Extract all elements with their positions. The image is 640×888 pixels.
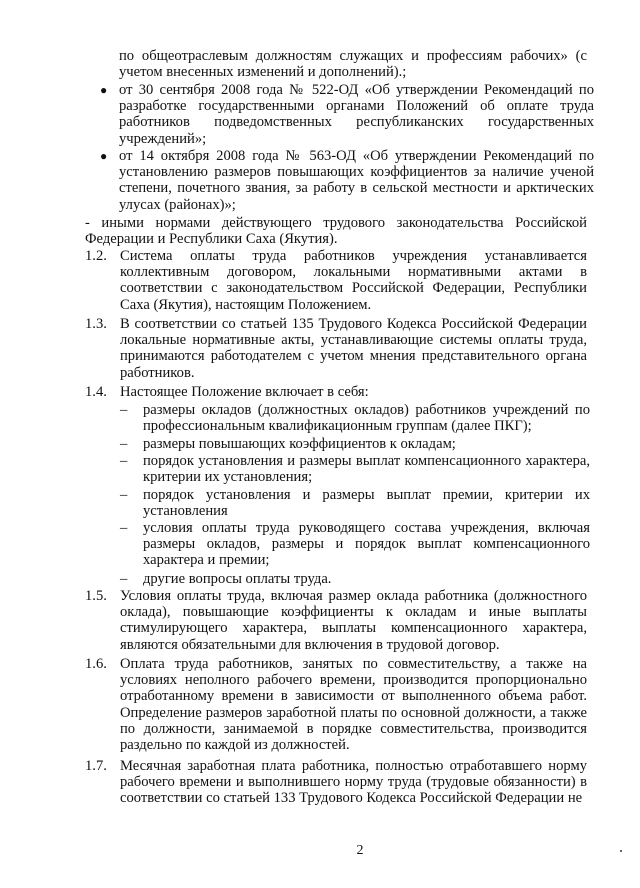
section-text: Система оплаты труда работников учреждения устанавливается коллективным договором, локальными нормативными актами в соответствии с законодательством Российской Федерации, Республики Саха (Якутия), настоящим Положением. (120, 248, 587, 313)
section-text: Оплата труда работников, занятых по совместительству, а также на условиях неполного рабочего времени, производится пропорционально отработанному времени в зависимости от выполненного объема работ. Определение размеров заработной платы по основной должности, а также по должности, занимаемой в порядке совместительства, производится раздельно по каждой из должностей. (120, 656, 587, 754)
section-text: Условия оплаты труда, включая размер оклада работника (должностного оклада), повышающие коэффициенты к окладам и иные выплаты стимулирующего характера, выплаты компенсационного характера, являются обязательными для включения в трудовой договор. (120, 588, 587, 653)
section-number: 1.5. (85, 588, 107, 604)
bullet-icon: ● (100, 83, 108, 97)
section-text: В соответствии со статьей 135 Трудового Кодекса Российской Федерации локальные нормативные акты, устанавливающие системы оплаты труда, принимаются работодателем с учетом мнения представительного органа работников. (120, 316, 587, 381)
dash-marker: – (120, 571, 128, 587)
scan-speck (620, 850, 622, 852)
dash-marker: – (120, 487, 128, 503)
bullet-item (100, 148, 600, 214)
section-text: Месячная заработная плата работника, полностью отработавшего норму рабочего времени и выполнившего норму труда (трудовые обязанности) в соответствии со статьей 133 Трудового Кодекса Российской Федерации не (120, 758, 587, 807)
dash-marker: – (120, 453, 128, 469)
section-number: 1.4. (85, 384, 107, 400)
includes-text: условия оплаты труда руководящего состава учреждения, включая размеры окладов, размеры и порядок выплат компенсационного характера и премии; (143, 520, 590, 569)
dash-marker: – (120, 402, 128, 418)
section-number: 1.2. (85, 248, 107, 264)
section-number: 1.7. (85, 758, 107, 774)
includes-text: порядок установления и размеры выплат премии, критерии их установления (143, 487, 590, 520)
other-norms-paragraph: - иными нормами действующего трудового законодательства Российской Федерации и Республики Саха (Якутия). (85, 215, 587, 248)
intro-continuation: по общеотраслевым должностям служащих и профессиям рабочих» (с учетом внесенных изменений и дополнений).; (119, 48, 587, 81)
bullet-text: от 14 октября 2008 года № 563-ОД «Об утверждении Рекомендаций по установлению размеров повышающих коэффициентов за наличие ученой степени, почетного звания, за работу в сельской местности и арктических улусах (районах)»; (119, 148, 594, 213)
section-number: 1.6. (85, 656, 107, 672)
includes-text: размеры окладов (должностных окладов) работников учреждений по профессиональным квалификационным группам (далее ПКГ); (143, 402, 590, 435)
includes-text: размеры повышающих коэффициентов к окладам; (143, 436, 456, 452)
section-number: 1.3. (85, 316, 107, 332)
page-number: 2 (356, 843, 364, 858)
bullet-text: от 30 сентября 2008 года № 522-ОД «Об утверждении Рекомендаций по разработке государственными органами Положений об оплате труда работников подведомственных республиканских государственных учреждений»; (119, 82, 594, 147)
includes-text: другие вопросы оплаты труда. (143, 571, 332, 587)
bullet-item (100, 82, 600, 148)
section-text: Настоящее Положение включает в себя: (120, 384, 369, 400)
includes-text: порядок установления и размеры выплат компенсационного характера, критерии их установления; (143, 453, 590, 486)
dash-marker: – (120, 436, 128, 452)
dash-marker: – (120, 520, 128, 536)
bullet-icon: ● (100, 149, 108, 163)
